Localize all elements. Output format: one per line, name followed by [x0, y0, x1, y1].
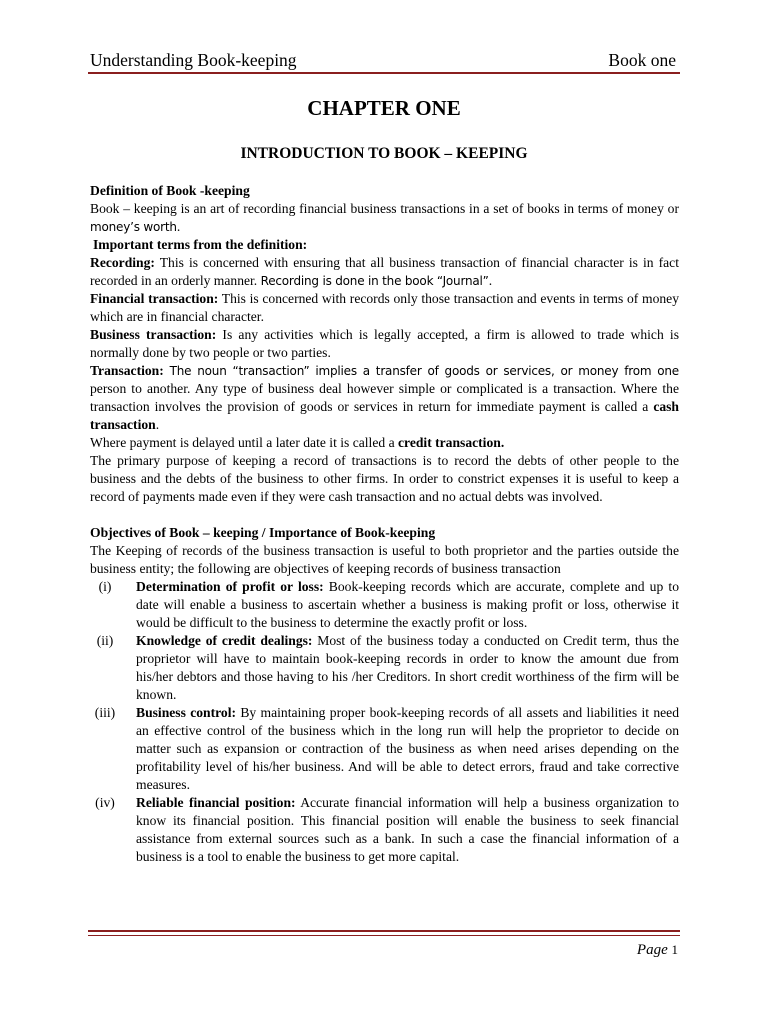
list-item-text: Most of the business today a conducted on Credit term, thus the proprietor will have to maintain book-keeping records in order to know the amount due from his/her debtors and those having to his /her Creditors. In short credit worthiness of the firm will be known.	[136, 633, 679, 702]
list-item-text: Book-keeping records which are accurate, complete and up to date will enable a business to ascertain whether a business is making profit or loss, otherwise it would be difficult to the business to determine the exactly profit or loss.	[136, 579, 679, 630]
footer-rule	[88, 930, 680, 932]
financial-paragraph	[90, 290, 679, 326]
transaction-text-end: .	[155, 417, 160, 432]
section-title: INTRODUCTION TO BOOK – KEEPING	[240, 145, 528, 162]
page-number	[637, 942, 678, 959]
delayed-text: Where payment is delayed until a later date it is called a	[90, 435, 398, 450]
terms-heading: Important terms from the definition:	[93, 237, 308, 252]
list-item-number: (iv)	[95, 795, 115, 810]
objectives-intro: The Keeping of records of the business transaction is useful to both proprietor and the parties outside the business entity; the following are objectives of keeping records of business transaction	[90, 543, 679, 576]
list-item-number: (iii)	[94, 705, 116, 720]
header-book: Book one	[608, 50, 676, 70]
transaction-text-b: person to another. Any type of business deal however simple or complicated is a transaction. Where the transaction involves the provision of goods or services in return for immediate payment is called a	[90, 381, 679, 414]
definition-text: Book – keeping is an art of recording financial business transactions in a set of books in terms of money or	[90, 201, 679, 216]
list-item	[90, 794, 679, 866]
recording-paragraph	[90, 254, 679, 290]
transaction-paragraph	[90, 362, 679, 434]
header-title: Understanding Book-keeping	[90, 50, 297, 70]
list-item-label: Determination of profit or loss:	[136, 579, 324, 594]
cash-transaction-term: cash transaction	[90, 399, 679, 432]
objectives-heading: Objectives of Book – keeping / Importance of Book-keeping	[90, 525, 436, 540]
list-item-label: Knowledge of credit dealings:	[136, 633, 313, 648]
header-rule	[88, 72, 680, 74]
business-label: Business transaction:	[90, 327, 217, 342]
page-number-value: 1	[671, 942, 678, 957]
body-content	[90, 182, 679, 866]
list-item	[90, 632, 679, 704]
definition-text-worth: money’s worth	[90, 220, 177, 234]
delayed-paragraph	[90, 434, 679, 452]
financial-label: Financial transaction:	[90, 291, 219, 306]
financial-text: This is concerned with records only those transaction and events in terms of money which are in financial character.	[90, 291, 679, 324]
list-item-number: (i)	[98, 579, 112, 594]
list-item	[90, 704, 679, 794]
page-label: Page	[636, 942, 668, 958]
list-item-text: Accurate financial information will help a business organization to know its financial position. This financial position will enable the business to seek financial assistance from external sources such as a bank. In such a case the financial information of a business is a tool to enable the business to get more capital.	[136, 795, 679, 864]
recording-text-end: .	[488, 273, 493, 288]
chapter-title: CHAPTER ONE	[307, 96, 461, 120]
section-gap	[90, 506, 679, 524]
list-item-text: By maintaining proper book-keeping records of all assets and liabilities it need an effective control of the business which in the long run will help the proprietor to decide on matter such as expansion or contraction of the business as when need arises depending on the profitability level of his/her business. And will be able to detect errors, fraud and take corrective measures.	[136, 705, 679, 792]
list-item-label: Reliable financial position:	[136, 795, 296, 810]
definition-heading: Definition of Book -keeping	[90, 183, 250, 198]
footer-rule-thin	[88, 935, 680, 936]
objectives-list	[90, 578, 679, 866]
list-item-label: Business control:	[136, 705, 236, 720]
business-paragraph	[90, 326, 679, 362]
transaction-text-a: The noun “transaction” implies a transfer of goods or services, or money from one	[163, 364, 679, 378]
purpose-paragraph: The primary purpose of keeping a record of transactions is to record the debts of other people to the business and the debts of the business to other firms. In order to constrict expenses it is useful to keep a record of payments made even if they were cash transaction and no actual debts was involved.	[90, 453, 679, 504]
definition-paragraph	[90, 200, 679, 236]
definition-text-end: .	[176, 219, 181, 234]
transaction-label: Transaction:	[90, 363, 164, 378]
list-item	[90, 578, 679, 632]
list-item-number: (ii)	[96, 633, 114, 648]
recording-journal-text: Recording is done in the book “Journal”	[260, 274, 489, 288]
credit-transaction-term: credit transaction.	[398, 435, 505, 450]
recording-label: Recording:	[90, 255, 155, 270]
recording-text: This is concerned with ensuring that all business transaction of financial character is in fact recorded in an orderly manner.	[90, 255, 679, 288]
business-text: Is any activities which is legally accepted, a firm is allowed to trade which is normally done by two people or two parties.	[90, 327, 679, 360]
